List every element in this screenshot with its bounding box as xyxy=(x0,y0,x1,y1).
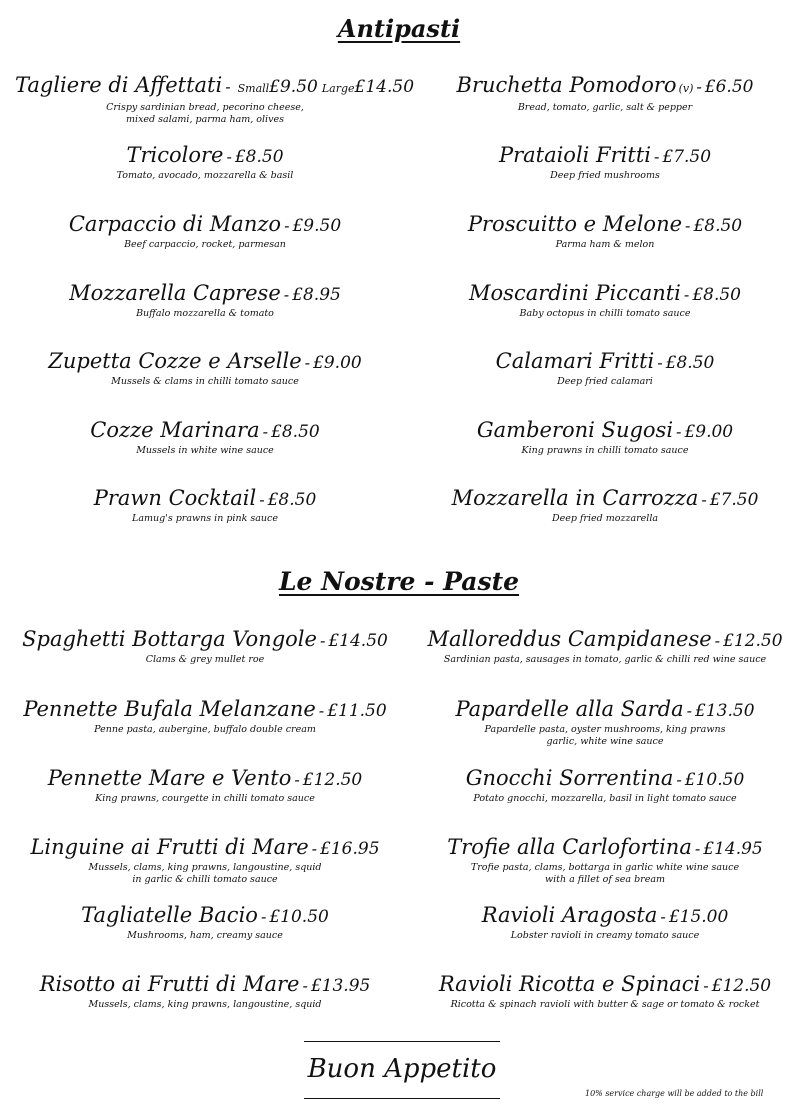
menu-item xyxy=(415,696,795,748)
dish-separator: - xyxy=(260,907,267,926)
dish-name: Carpaccio di Manzo xyxy=(68,212,282,236)
dish-price: £8.95 xyxy=(292,285,341,305)
menu-item xyxy=(415,348,795,388)
dish-separator: - xyxy=(694,839,701,858)
dish-description: Clams & grey mullet roe xyxy=(145,654,265,665)
dish-price: £9.00 xyxy=(684,422,734,442)
dish-name: Risotto ai Frutti di Mare xyxy=(39,972,300,996)
paste-title: Le Nostre - Paste xyxy=(278,567,520,596)
menu-item xyxy=(15,485,395,525)
menu-item xyxy=(15,765,395,805)
dish-description: Lamug's prawns in pink sauce xyxy=(132,513,278,524)
vegetarian-tag: (v) xyxy=(678,82,694,95)
menu-item xyxy=(15,72,415,126)
menu-item xyxy=(15,834,395,886)
dish-description: Parma ham & melon xyxy=(555,239,655,250)
menu-item xyxy=(15,417,395,457)
dish-price: £9.50 xyxy=(292,216,342,236)
dish-description: Trofie pasta, clams, bottarga in garlic white wine sauce with a fillet of sea bream xyxy=(470,862,740,885)
dish-price-small: £9.50 xyxy=(269,77,318,97)
dish-price: £14.95 xyxy=(703,839,763,859)
dish-price: £12.50 xyxy=(302,770,363,790)
dish-description: Penne pasta, aubergine, buffalo double cream xyxy=(94,724,316,735)
menu-item xyxy=(415,72,795,114)
dish-name: Prawn Cocktail xyxy=(93,486,257,510)
dish-price: £16.95 xyxy=(320,839,380,859)
dish-separator: - xyxy=(701,490,707,509)
dish-separator: - xyxy=(683,285,690,304)
dish-name: Tagliere di Affettati xyxy=(15,73,223,97)
dish-name: Gamberoni Sugosi xyxy=(476,418,674,442)
menu-item xyxy=(15,696,395,736)
dish-separator: - xyxy=(302,976,308,995)
dish-price: £15.00 xyxy=(668,907,729,927)
dish-separator: - xyxy=(259,490,265,509)
dish-name: Zupetta Cozze e Arselle xyxy=(48,349,302,373)
menu-item xyxy=(415,142,795,182)
menu-item xyxy=(415,834,795,886)
dish-description: Potato gnocchi, mozzarella, basil in light tomato sauce xyxy=(473,793,737,804)
dish-price: £6.50 xyxy=(704,77,754,97)
dish-price-large: £14.50 xyxy=(354,77,415,97)
dish-separator: - xyxy=(311,839,318,858)
dish-separator: - xyxy=(318,701,325,720)
dish-separator: - xyxy=(696,77,702,96)
dish-price: £11.50 xyxy=(327,701,387,721)
size-label-large: Large xyxy=(321,82,355,95)
dish-price: £10.50 xyxy=(684,770,745,790)
dish-name: Pennette Bufala Melanzane xyxy=(23,697,316,721)
dish-name: Mozzarella Caprese xyxy=(69,281,281,305)
dish-name: Tagliatelle Bacio xyxy=(81,903,258,927)
dish-price: £13.50 xyxy=(695,701,755,721)
menu-item xyxy=(415,485,795,525)
dish-separator: - xyxy=(294,770,300,789)
dish-price: £8.50 xyxy=(665,353,715,373)
dish-name: Spaghetti Bottarga Vongole xyxy=(22,627,317,651)
dish-name: Papardelle alla Sarda xyxy=(455,697,684,721)
menu-item xyxy=(15,971,395,1011)
dish-description: King prawns in chilli tomato sauce xyxy=(521,445,689,456)
dish-price: £12.50 xyxy=(723,631,783,651)
dish-price: £12.50 xyxy=(711,976,772,996)
menu-item xyxy=(415,971,795,1011)
dish-separator: - xyxy=(653,147,660,166)
dish-separator: - xyxy=(284,216,290,235)
dish-name: Prataioli Fritti xyxy=(498,143,651,167)
dish-name: Malloreddus Campidanese xyxy=(427,627,712,651)
dish-description: Ricotta & spinach ravioli with butter & sage or tomato & rocket xyxy=(450,999,760,1010)
dish-price: £7.50 xyxy=(662,147,712,167)
dish-price: £8.50 xyxy=(267,490,317,510)
dish-name: Proscuitto e Melone xyxy=(467,212,683,236)
dish-description: Deep fried mozzarella xyxy=(551,513,659,524)
dish-separator: - xyxy=(319,631,326,650)
dish-separator: - xyxy=(686,701,693,720)
dish-separator: - xyxy=(283,285,290,304)
dish-separator: - xyxy=(304,353,311,372)
dish-price: £14.50 xyxy=(328,631,388,651)
antipasti-title: Antipasti xyxy=(337,14,461,43)
menu-item xyxy=(15,348,395,388)
menu-item xyxy=(15,626,395,666)
dish-description: Mussels, clams, king prawns, langoustine, squid in garlic & chilli tomato sauce xyxy=(88,862,322,885)
dish-name: Bruchetta Pomodoro xyxy=(456,73,677,97)
menu-item xyxy=(415,765,795,805)
dish-price: £10.50 xyxy=(269,907,329,927)
dish-name: Moscardini Piccanti xyxy=(469,281,681,305)
dish-price: £8.50 xyxy=(693,216,743,236)
dish-description: Sardinian pasta, sausages in tomato, garlic & chilli red wine sauce xyxy=(443,654,767,665)
dish-description: Bread, tomato, garlic, salt & pepper xyxy=(517,102,693,113)
dish-name: Gnocchi Sorrentina xyxy=(465,766,674,790)
dish-name: Cozze Marinara xyxy=(90,418,260,442)
dish-description: Deep fried mushrooms xyxy=(550,170,660,181)
dish-price: £7.50 xyxy=(709,490,759,510)
size-label-small: Small xyxy=(237,82,270,95)
dish-separator: - xyxy=(703,976,709,995)
menu-item xyxy=(15,211,395,251)
dish-description: King prawns, courgette in chilli tomato sauce xyxy=(95,793,315,804)
dish-description: Mussels in white wine sauce xyxy=(136,445,274,456)
dish-name: Ravioli Aragosta xyxy=(481,903,658,927)
dish-separator: - xyxy=(657,353,663,372)
dish-name: Calamari Fritti xyxy=(495,349,655,373)
closing-banner: Buon Appetito xyxy=(304,1041,500,1099)
menu-item xyxy=(15,902,395,942)
dish-description: Mushrooms, ham, creamy sauce xyxy=(127,930,283,941)
dish-price: £13.95 xyxy=(310,976,371,996)
dish-description: Papardelle pasta, oyster mushrooms, king prawns garlic, white wine sauce xyxy=(484,724,726,747)
dish-description: Baby octopus in chilli tomato sauce xyxy=(519,308,691,319)
menu-item xyxy=(415,417,795,457)
menu-item xyxy=(415,280,795,320)
dish-name: Tricolore xyxy=(126,143,224,167)
dish-price: £8.50 xyxy=(692,285,741,305)
dish-separator: - xyxy=(226,147,232,166)
dish-name: Linguine ai Frutti di Mare xyxy=(30,835,309,859)
menu-item xyxy=(15,280,395,320)
dish-separator: - xyxy=(676,770,682,789)
menu-item xyxy=(15,142,395,182)
dish-description: Beef carpaccio, rocket, parmesan xyxy=(124,239,286,250)
dish-description: Mussels & clams in chilli tomato sauce xyxy=(111,376,299,387)
dish-description: Tomato, avocado, mozzarella & basil xyxy=(116,170,294,181)
dish-description: Lobster ravioli in creamy tomato sauce xyxy=(510,930,700,941)
dish-description: Deep fried calamari xyxy=(557,376,653,387)
dish-separator: - xyxy=(714,631,721,650)
dish-description: Buffalo mozzarella & tomato xyxy=(136,308,274,319)
dish-name: Mozzarella in Carrozza xyxy=(451,486,699,510)
dish-separator: - xyxy=(685,216,691,235)
dish-name: Trofie alla Carlofortina xyxy=(447,835,692,859)
dish-separator: - xyxy=(660,907,666,926)
dish-description: Crispy sardinian bread, pecorino cheese, mixed salami, parma ham, olives xyxy=(106,102,304,125)
menu-item xyxy=(415,211,795,251)
dish-description: Mussels, clams, king prawns, langoustine, squid xyxy=(88,999,322,1010)
service-charge-note: 10% service charge will be added to the bill xyxy=(585,1089,764,1098)
menu-item xyxy=(415,902,795,942)
dish-price: £8.50 xyxy=(271,422,320,442)
menu-item xyxy=(415,626,795,666)
dish-name: Ravioli Ricotta e Spinaci xyxy=(438,972,701,996)
dish-separator: - xyxy=(676,422,682,441)
dish-price: £8.50 xyxy=(234,147,284,167)
dish-name: Pennette Mare e Vento xyxy=(47,766,292,790)
dish-separator: - xyxy=(225,77,231,96)
dish-price: £9.00 xyxy=(313,353,362,373)
dish-separator: - xyxy=(262,422,269,441)
